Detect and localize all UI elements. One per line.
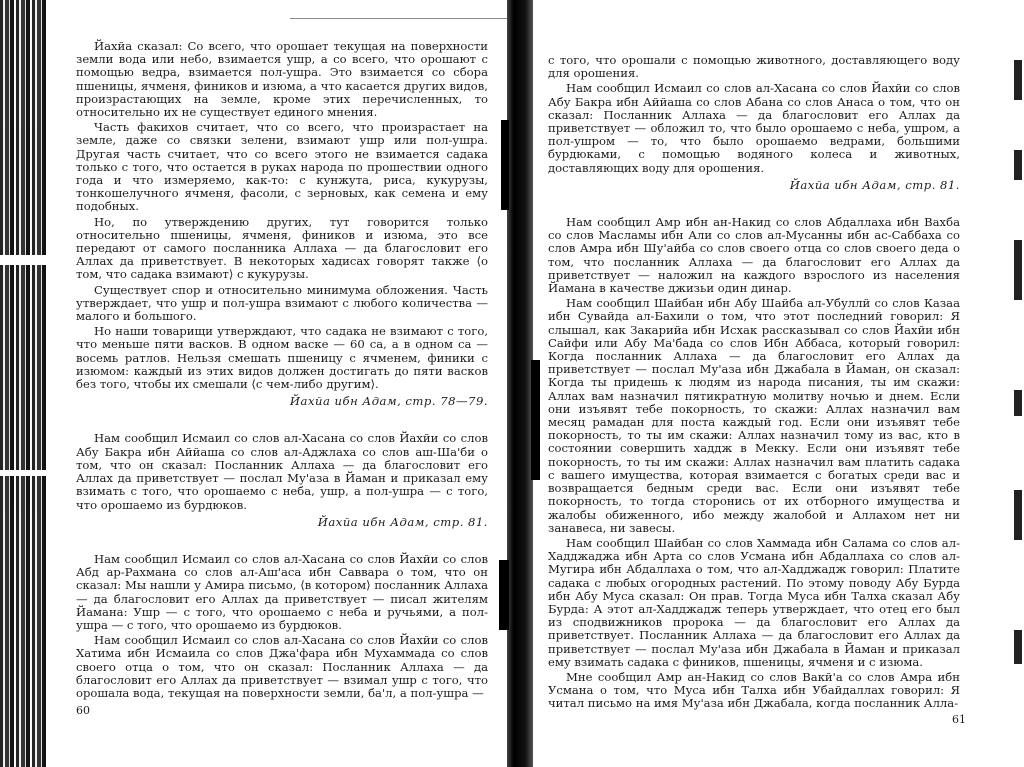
paragraph: Но, по утверждению других, тут говорится только относительно пшеницы, ячменя, фиников и изюма, это все передают от самого посланника Аллаха — да благословит его Аллах да приветствует. В некоторых хадисах говорят также ⟨о том, что садака взимают⟩ с кукурузы.	[76, 214, 488, 282]
scan-edge-line	[290, 18, 510, 19]
paragraph: Нам сообщил Исмаил со слов ал-Хасана со слов Йахйи со слов Абу Бакра ибн Аййаша со слов ал-Аджлаха со слов аш-Ша'би о том, что он сказал: Посланник Аллаха — да благословит его Аллах да приветствует — послал Му'аза в Йаман и приказал ему взимать с того, что орошаемо с неба, ушр, а пол-ушра — с того, что орошаемо из бурдюков.	[76, 431, 488, 512]
paragraph: Нам сообщил Исмаил со слов ал-Хасана со слов Йахйи со слов Хатима ибн Исмаила со слов Джа'фара ибн Мухаммада со слов своего отца о том, что он сказал: Посланник Аллаха — да благословит его Аллах да приветствует — взимал ушр с того, что орошала вода, текущая на поверхности земли, ба'л, а пол-ушра —	[76, 633, 488, 700]
paragraph: Существует спор и относительно минимума обложения. Часть утверждает, что ушр и пол-ушра взимают с любого количества — малого и большого.	[76, 282, 488, 324]
paragraph: Нам сообщил Амр ибн ан-Накид со слов Абдаллаха ибн Вахба со слов Масламы ибн Али со слов ал-Мусанны ибн ас-Саббаха со слов Амра ибн Шу'айба со слов своего отца со слов своего деда о том, что посланник Аллаха — да благословит его Аллах да приветствует — наложил на каждого взрослого из населения Йамана в качестве джизьи один динар.	[548, 215, 960, 296]
source-citation: Йахйа ибн Адам, стр. 81.	[789, 177, 960, 192]
paragraph: Нам сообщил Исмаил со слов ал-Хасана со слов Йахйи со слов Абд ар-Рахмана со слов ал-Аш'аса ибн Саввара о том, что он сказал: Мы нашли у Амира письмо, ⟨в котором⟩ посланник Аллаха — да благословит его Аллах да приветствует — писал жителям Йамана: Ушр — с того, что орошаемо с неба и ручьями, а пол-ушра — с того, что орошаемо из бурдюков.	[76, 551, 488, 632]
left-page	[76, 40, 488, 702]
source-citation: Йахйа ибн Адам, стр. 78—79.	[289, 394, 488, 409]
right-page-edge	[1010, 60, 1024, 700]
left-binding-edge	[0, 0, 46, 767]
paragraph: Йахйа сказал: Со всего, что орошает текущая на поверхности земли вода или небо, взимается ушр, а со всего, что орошают с помощью ведра, взимается пол-ушра. Это взимается со сбора пшеницы, ячменя, фиников и изюма, а что касается других видов, произрастающих на земле, кроме этих перечисленных, то относительно их не существует единого мнения.	[76, 39, 488, 120]
paragraph: Нам сообщил Исмаил со слов ал-Хасана со слов Йахйи со слов Абу Бакра ибн Аййаша со слов Абана со слов Анаса о том, что он сказал: Посланник Аллаха — да благословит его Аллах да приветствует — обложил то, что было орошаемо с неба, ушром, а пол-ушром — то, что было орошаемо ведрами, большими бурдюками, с помощью водяного колеса и животных, доставляющих воду для орошения.	[548, 81, 960, 175]
book-gutter	[497, 0, 543, 767]
page-number: 61	[952, 713, 966, 726]
source-citation: Йахйа ибн Адам, стр. 81.	[317, 514, 488, 529]
paragraph: Но наши товарищи утверждают, что садака не взимают с того, что меньше пяти васков. В одном васке — 60 са, а в одном са — восемь ратлов. Нельзя смешать пшеницу с ячменем, финики с изюмом: каждый из этих видов должен достигать до пяти васков без того, чтобы их смешали ⟨с чем-либо другим⟩.	[76, 324, 488, 392]
paragraph: с того, что орошали с помощью животного, доставляющего воду для орошения.	[548, 53, 960, 81]
page-number: 60	[76, 704, 90, 717]
paragraph: Мне сообщил Амр ан-Накид со слов Вакй'а со слов Амра ибн Усмана о том, что Муса ибн Талха ибн Убайдаллах говорил: Я читал письмо на имя Му'аза ибн Джабала, когда посланник Алла-	[548, 669, 960, 711]
paragraph: Нам сообщил Шайбан ибн Абу Шайба ал-Убуллй со слов Казаа ибн Сувайда ал-Бахили о том, что этот последний говорил: Я слышал, как Закарийа ибн Исхак рассказывал со слов Йахйи ибн Сайфи или Абу Ма'бада со слов Ибн Аббаса, который говорил: Когда посланник Аллаха — да благословит его Аллах да приветствует — послал Му'аза ибн Джабала в Йаман, он сказал: Когда ты придешь к людям из народа писания, ты им скажи: Аллах вам назначил пятикратную молитву ночью и днем. Если они изъявят тебе покорность, то скажи: Аллах назначил вам месяц рамадан для поста каждый год. Если они изъявят тебе покорность, то ты им скажи: Аллах назначил тому из вас, кто в состоянии совершить хаддж в Мекку. Если они изъявят тебе покорность, то ты им скажи: Аллах назначил вам платить садака с вашего имущества, которая взимается с богатых среди вас и возвращается бедным среди вас. Если они изъявят тебе покорность, то тогда сторонись от их отборного имущества и жалобы обиженного, ибо между жалобой и Аллахом нет ни занавеса, ни завесы.	[548, 296, 960, 535]
paragraph: Часть факихов считает, что со всего, что произрастает на земле, даже со связки зелени, взимают ушр или пол-ушра. Другая часть считает, что со всего этого не взимается садака только с того, что остается в руках народа по прошествии одного года и что измеряемо, как-то: с кунжута, риса, кукурузы, тонкошелучного ячменя, фасоли, с зерновых, как семена и ему подобных.	[76, 120, 488, 214]
paragraph: Нам сообщил Шайбан со слов Хаммада ибн Салама со слов ал-Хадджаджа ибн Арта со слов Усмана ибн Абдаллаха со слов ал-Мугира ибн Абдаллаха о том, что ал-Хадджадж говорил: Платите садака с любых огородных растений. По этому поводу Абу Бурда ибн Абу Муса сказал: Он прав. Тогда Муса ибн Талха сказал Абу Бурда: А этот ал-Хадджадж теперь утверждает, что отец его был из сподвижников пророка — да благословит его Аллах да приветствует. Посланник Аллаха — да благословит его Аллах да приветствует — послал Му'аза ибн Джабала в Йаман и приказал ему взимать садака с фиников, пшеницы, ячменя и с изюма.	[548, 535, 960, 669]
right-page	[548, 54, 960, 713]
